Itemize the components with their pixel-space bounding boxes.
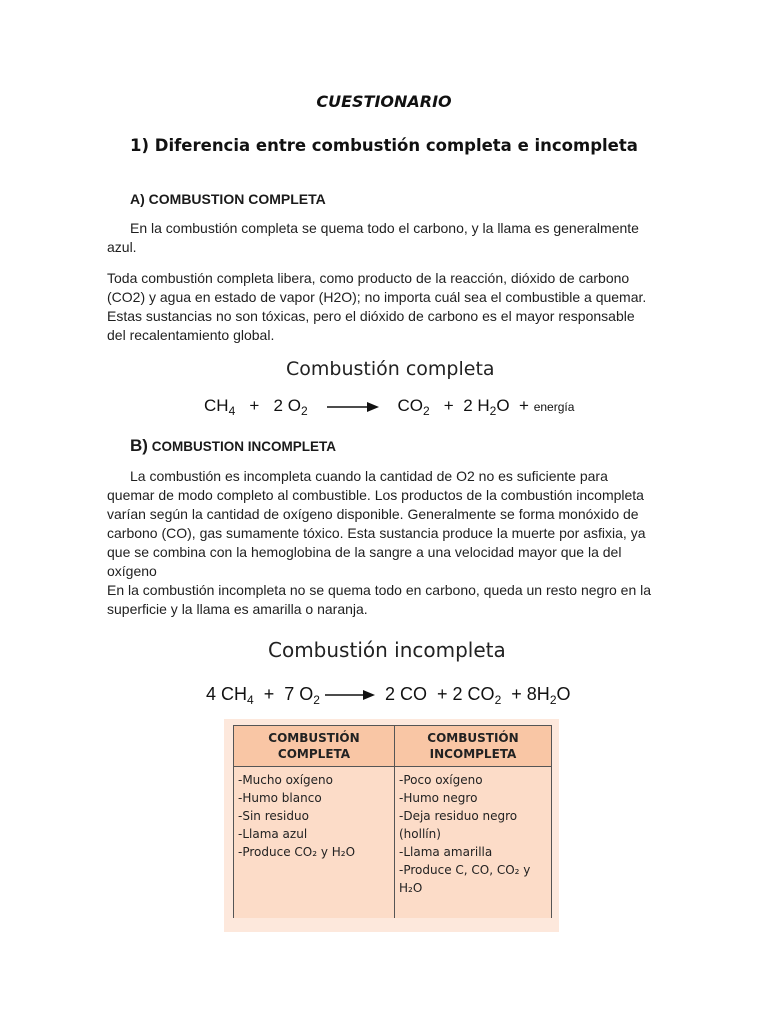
eq-a-plus-2: +	[443, 396, 454, 415]
complete-characteristics	[234, 767, 395, 919]
complete-combustion-figure	[196, 348, 575, 440]
list-item: -Sin residuo	[238, 809, 309, 823]
section-a-paragraph-1	[107, 219, 655, 257]
section-a-heading: A) COMBUSTION COMPLETA	[130, 191, 326, 207]
list-item: -Poco oxígeno	[399, 773, 483, 787]
complete-combustion-equation	[204, 396, 574, 418]
section-b-letter: B)	[130, 436, 148, 455]
list-item: -Mucho oxígeno	[238, 773, 334, 787]
eq-a-reactant-2: 2 $O_2$	[273, 396, 308, 418]
eq-b-plus-3: +	[511, 684, 522, 704]
list-item: -Produce C, CO, CO₂ y	[399, 863, 531, 877]
list-item: -Produce CO₂ y H₂O	[238, 845, 356, 859]
complete-combustion-figure-title: Combustión completa	[286, 358, 495, 380]
comparison-table-figure	[224, 719, 559, 932]
eq-b-plus-1: +	[263, 684, 275, 704]
eq-a-product-2: 2 $H_2O$	[463, 396, 510, 418]
list-item: H₂O	[399, 881, 423, 895]
section-a-paragraph-1-text: En la combustión completa se quema todo el carbono, y la llama es generalmente azul.	[107, 220, 639, 255]
section-b-paragraph-1	[107, 467, 655, 581]
incomplete-characteristics	[395, 767, 552, 919]
eq-b-reactant-1: 4 $CH_4$	[206, 684, 254, 707]
eq-a-energy: energía	[533, 400, 575, 414]
header-complete: COMBUSTIÓN COMPLETA	[234, 726, 395, 767]
list-item: (hollín)	[399, 827, 441, 841]
eq-a-reactant-1: $CH_4$	[204, 396, 236, 418]
list-item: -Deja residuo negro	[399, 809, 518, 823]
section-b-title: COMBUSTION INCOMPLETA	[151, 439, 336, 454]
page-title: CUESTIONARIO	[316, 92, 452, 111]
section-a-paragraph-2: Toda combustión completa libera, como producto de la reacción, dióxido de carbono (CO2) y agua en estado de vapor (H2O); no importa cuál sea el combustible a quemar. Estas sustancias no son tóxicas, pero el dióxido de carbono es el mayor responsable del recalentamiento global.	[107, 270, 647, 343]
eq-a-plus-1: +	[249, 396, 260, 415]
incomplete-combustion-figure	[196, 630, 580, 720]
section-b-heading	[130, 436, 336, 456]
eq-b-plus-2: +	[437, 684, 448, 704]
list-item: -Humo negro	[399, 791, 478, 805]
eq-a-plus-3: +	[519, 396, 529, 415]
header-incomplete: COMBUSTIÓN INCOMPLETA	[395, 726, 552, 767]
reaction-arrow-icon	[327, 402, 379, 412]
list-item: -Llama amarilla	[399, 845, 493, 859]
eq-b-product-1: 2 CO	[384, 684, 427, 704]
eq-a-product-1: $CO_2$	[397, 396, 430, 418]
question-heading: 1) Diferencia entre combustión completa e incompleta	[130, 136, 638, 155]
section-b-paragraph-1-text: La combustión es incompleta cuando la cantidad de O2 no es suficiente para quemar de modo completo al combustible. Los productos de la combustión incompleta varían según la cantidad de oxígeno disponible. Generalmente se forma monóxido de carbono (CO), gas sumamente tóxico. Esta sustancia produce la muerte por asfixia, ya que se combina con la hemoglobina de la sangre a una velocidad mayor que la del oxígeno	[107, 468, 646, 579]
eq-b-product-3: $8H_2O$	[526, 684, 571, 707]
eq-b-reactant-2: 7 $O_2$	[284, 684, 320, 707]
incomplete-combustion-figure-title: Combustión incompleta	[268, 638, 506, 662]
comparison-table	[233, 725, 552, 918]
incomplete-combustion-equation	[206, 684, 571, 707]
section-b-paragraph-2: En la combustión incompleta no se quema todo en carbono, queda un resto negro en la superficie y la llama es amarilla o naranja.	[107, 582, 652, 617]
eq-b-product-2: 2 $CO_2$	[452, 684, 502, 707]
list-item: -Llama azul	[238, 827, 308, 841]
list-item: -Humo blanco	[238, 791, 322, 805]
reaction-arrow-icon	[325, 690, 375, 700]
